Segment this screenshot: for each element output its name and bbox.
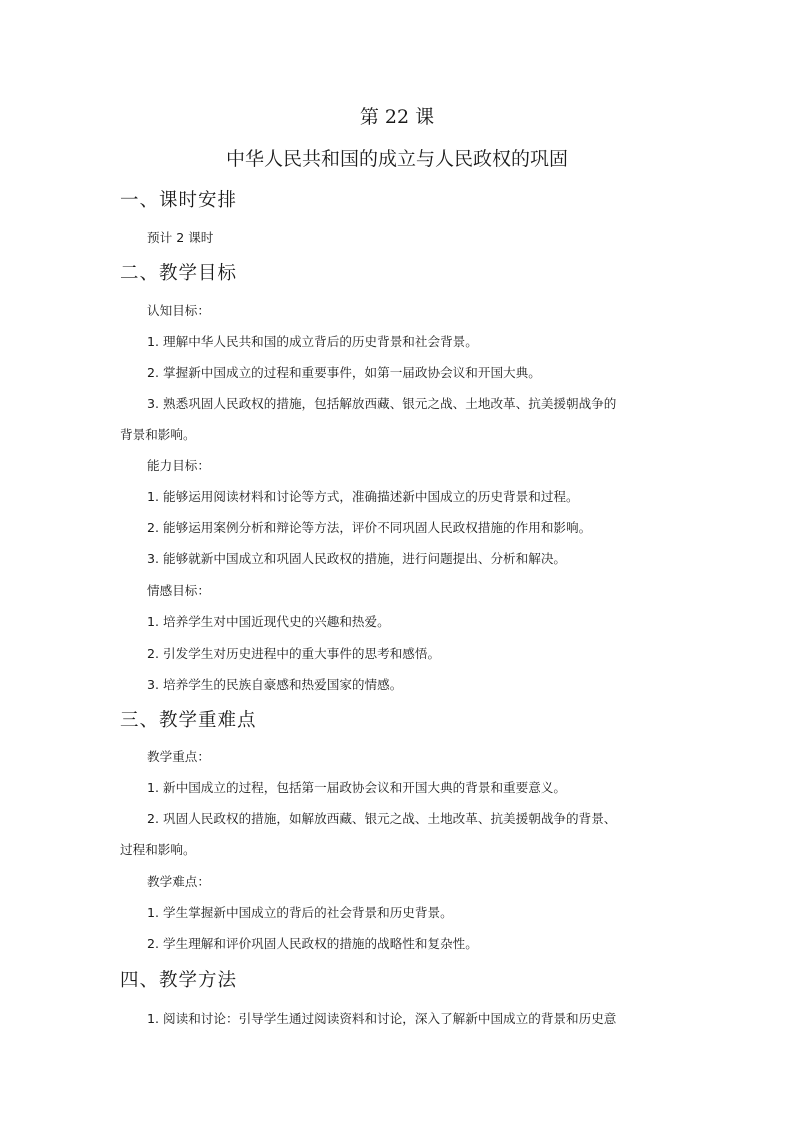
list-item: 2. 掌握新中国成立的过程和重要事件，如第一届政协会议和开国大典。 [147, 365, 541, 380]
list-item: 3. 培养学生的民族自豪感和热爱国家的情感。 [147, 677, 403, 692]
list-item: 1. 阅读和讨论：引导学生通过阅读资料和讨论，深入了解新中国成立的背景和历史意 [147, 1011, 617, 1026]
lesson-number: 第 22 课 [359, 106, 435, 128]
list-item-continuation: 背景和影响。 [120, 427, 196, 442]
list-item: 1. 理解中华人民共和国的成立背后的历史背景和社会背景。 [147, 334, 478, 349]
section-heading-objectives: 二、教学目标 [120, 263, 238, 284]
list-item: 2. 引发学生对历史进程中的重大事件的思考和感悟。 [147, 646, 441, 661]
list-item: 1. 新中国成立的过程，包括第一届政协会议和开国大典的背景和重要意义。 [147, 780, 567, 795]
subheading-key: 教学重点： [147, 749, 210, 764]
subheading-cognitive: 认知目标： [147, 303, 210, 318]
list-item: 1. 能够运用阅读材料和讨论等方式，准确描述新中国成立的历史背景和过程。 [147, 489, 579, 504]
list-item: 1. 学生掌握新中国成立的背后的社会背景和历史背景。 [147, 905, 453, 920]
list-item: 2. 学生理解和评价巩固人民政权的措施的战略性和复杂性。 [147, 936, 478, 951]
schedule-text: 预计 2 课时 [147, 230, 214, 245]
subheading-difficult: 教学难点： [147, 874, 210, 889]
list-item: 2. 能够运用案例分析和辩论等方法，评价不同巩固人民政权措施的作用和影响。 [147, 520, 592, 535]
lesson-title: 中华人民共和国的成立与人民政权的巩固 [225, 148, 568, 170]
list-item: 3. 熟悉巩固人民政权的措施，包括解放西藏、银元之战、土地改革、抗美援朝战争的 [147, 396, 617, 411]
list-item: 2. 巩固人民政权的措施，如解放西藏、银元之战、土地改革、抗美援朝战争的背景、 [147, 811, 617, 826]
list-item-continuation: 过程和影响。 [120, 842, 196, 857]
list-item: 3. 能够就新中国成立和巩固人民政权的措施，进行问题提出、分析和解决。 [147, 551, 567, 566]
subheading-emotion: 情感目标： [147, 583, 210, 598]
section-heading-key-difficult: 三、教学重难点 [120, 710, 257, 731]
section-heading-methods: 四、教学方法 [120, 970, 238, 991]
subheading-ability: 能力目标： [147, 458, 210, 473]
section-heading-schedule: 一、课时安排 [120, 190, 238, 211]
list-item: 1. 培养学生对中国近现代史的兴趣和热爱。 [147, 614, 390, 629]
